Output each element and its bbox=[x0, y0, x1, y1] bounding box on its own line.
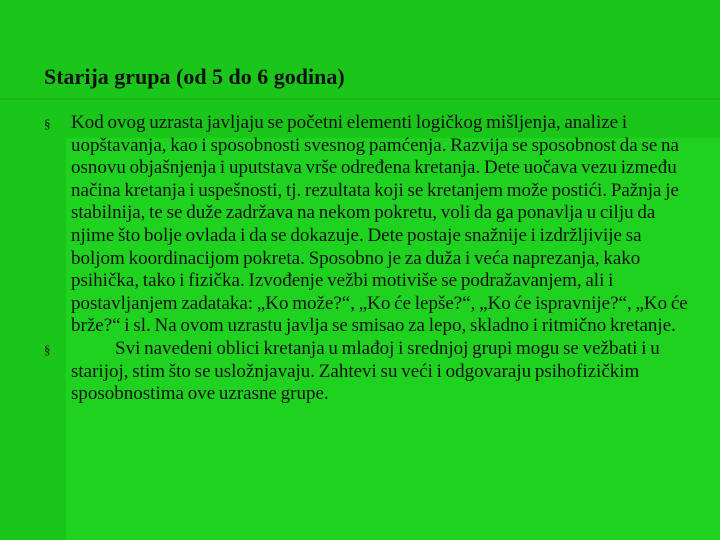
bullet-text: Kod ovog uzrasta javljaju se početni elementi logičkog mišljenja, analize i uopštavanja, kao i sposobnosti svesnog pamćenja. Razvija se sposobnost da se na osnovu objašnjenja i uputstava vrše određena kretanja. Dete uočava vezu između načina kretanja i uspešnosti, tj. rezultata koji se kretanjem može postići. Pažnja je stabilnija, te se duže zadržava na nekom pokretu, voli da ga ponavlja u cilju da njime što bolje ovlada i da se dokazuje. Dete postaje snažnije i izdržljivije sa boljom koordinacijom pokreta. Sposobno je za duža i veća naprezanja, kako psihička, tako i fizička. Izvođenje vežbi motiviše se podražavanjem, ali i postavljanjem zadataka: „Ko može?“, „Ko će lepše?“, „Ko će ispravnije?“, „Ko će brže?“ i sl. Na ovom uzrastu javlja se smisao za lepo, skladno i ritmično kretanje. bbox=[71, 112, 688, 337]
bullet-text: Svi navedeni oblici kretanja u mlađoj i srednjoj grupi mogu se vežbati i u starijoj, stim što se usložnjavaju. Zahtevi su veći i odgovaraju psihofizičkim sposobnostima ove uzrasne grupe. bbox=[71, 337, 660, 405]
bullet-icon: § bbox=[44, 116, 51, 131]
bullet-list bbox=[44, 112, 692, 406]
bullet-icon: § bbox=[44, 341, 51, 357]
slide-title: Starija grupa (od 5 do 6 godina) bbox=[44, 64, 345, 89]
title-divider bbox=[0, 98, 720, 100]
bullet-item bbox=[44, 112, 692, 338]
bullet-item bbox=[44, 338, 692, 406]
